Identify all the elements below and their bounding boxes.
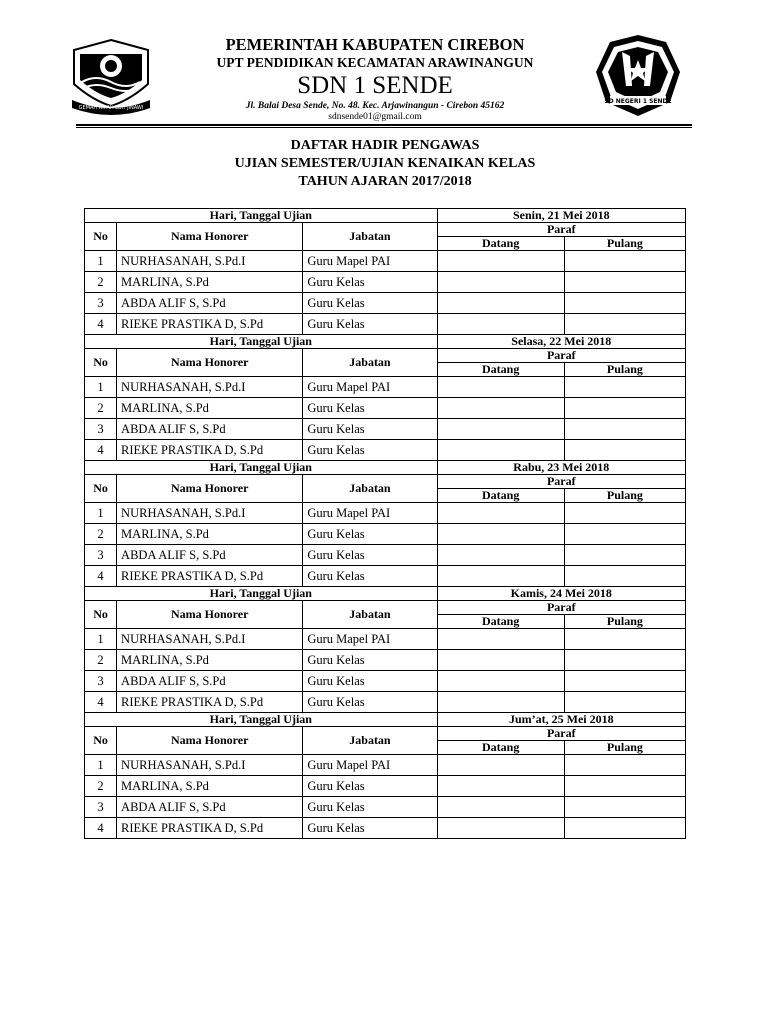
column-header-row [85, 223, 686, 237]
signature-departure-cell [564, 545, 685, 566]
job-title: Guru Kelas [303, 776, 437, 797]
day-header-row [85, 209, 686, 223]
signature-departure-cell [564, 776, 685, 797]
document-title [84, 137, 686, 191]
signature-arrival-cell [437, 398, 564, 419]
signature-departure-cell [564, 503, 685, 524]
signature-departure-cell [564, 272, 685, 293]
signature-arrival-cell [437, 692, 564, 713]
row-number: 3 [85, 545, 117, 566]
col-datang-header: Datang [437, 363, 564, 377]
row-number: 4 [85, 440, 117, 461]
honorer-name: ABDA ALIF S, S.Pd [117, 671, 303, 692]
day-header-row [85, 335, 686, 349]
row-number: 3 [85, 419, 117, 440]
honorer-name: NURHASANAH, S.Pd.I [117, 629, 303, 650]
letterhead-divider [76, 124, 692, 126]
signature-arrival-cell [437, 251, 564, 272]
letterhead-divider-thin [76, 127, 692, 128]
signature-arrival-cell [437, 419, 564, 440]
honorer-name: NURHASANAH, S.Pd.I [117, 251, 303, 272]
col-datang-header: Datang [437, 615, 564, 629]
col-job-header: Jabatan [303, 349, 437, 377]
row-number: 3 [85, 671, 117, 692]
education-unit: UPT PENDIDIKAN KECAMATAN ARAWINANGUN [216, 55, 534, 70]
col-job-header: Jabatan [303, 727, 437, 755]
table-row [85, 755, 686, 776]
table-row [85, 629, 686, 650]
table-row [85, 524, 686, 545]
signature-departure-cell [564, 692, 685, 713]
column-header-row [85, 349, 686, 363]
col-name-header: Nama Honorer [117, 223, 303, 251]
signature-departure-cell [564, 797, 685, 818]
col-datang-header: Datang [437, 237, 564, 251]
signature-arrival-cell [437, 314, 564, 335]
honorer-name: ABDA ALIF S, S.Pd [117, 293, 303, 314]
title-line-2: UJIAN SEMESTER/UJIAN KENAIKAN KELAS [234, 156, 536, 171]
job-title: Guru Kelas [303, 650, 437, 671]
col-job-header: Jabatan [303, 223, 437, 251]
day-label: Hari, Tanggal Ujian [85, 587, 438, 601]
col-name-header: Nama Honorer [117, 601, 303, 629]
signature-arrival-cell [437, 818, 564, 839]
honorer-name: NURHASANAH, S.Pd.I [117, 377, 303, 398]
row-number: 4 [85, 818, 117, 839]
row-number: 1 [85, 251, 117, 272]
honorer-name: MARLINA, S.Pd [117, 524, 303, 545]
signature-departure-cell [564, 650, 685, 671]
row-number: 1 [85, 377, 117, 398]
row-number: 4 [85, 692, 117, 713]
honorer-name: MARLINA, S.Pd [117, 650, 303, 671]
table-row [85, 566, 686, 587]
honorer-name: NURHASANAH, S.Pd.I [117, 755, 303, 776]
col-datang-header: Datang [437, 489, 564, 503]
title-line-1: DAFTAR HADIR PENGAWAS [290, 138, 480, 153]
honorer-name: RIEKE PRASTIKA D, S.Pd [117, 818, 303, 839]
row-number: 2 [85, 398, 117, 419]
signature-arrival-cell [437, 293, 564, 314]
attendance-table [84, 208, 686, 839]
row-number: 1 [85, 629, 117, 650]
job-title: Guru Mapel PAI [303, 629, 437, 650]
signature-arrival-cell [437, 650, 564, 671]
column-header-row [85, 727, 686, 741]
signature-arrival-cell [437, 545, 564, 566]
svg-text:GEMAH RIPAH LOH JINAWI: GEMAH RIPAH LOH JINAWI [78, 105, 144, 111]
table-row [85, 503, 686, 524]
col-name-header: Nama Honorer [117, 727, 303, 755]
job-title: Guru Kelas [303, 566, 437, 587]
col-pulang-header: Pulang [564, 741, 685, 755]
table-row [85, 818, 686, 839]
signature-departure-cell [564, 818, 685, 839]
signature-arrival-cell [437, 797, 564, 818]
table-row [85, 692, 686, 713]
col-pulang-header: Pulang [564, 237, 685, 251]
signature-arrival-cell [437, 272, 564, 293]
col-paraf-header: Paraf [437, 727, 685, 741]
job-title: Guru Mapel PAI [303, 755, 437, 776]
table-row [85, 251, 686, 272]
col-paraf-header: Paraf [437, 601, 685, 615]
table-row [85, 671, 686, 692]
signature-arrival-cell [437, 671, 564, 692]
row-number: 3 [85, 797, 117, 818]
col-paraf-header: Paraf [437, 349, 685, 363]
row-number: 1 [85, 755, 117, 776]
job-title: Guru Kelas [303, 797, 437, 818]
job-title: Guru Kelas [303, 671, 437, 692]
day-header-row [85, 461, 686, 475]
table-row [85, 797, 686, 818]
table-row [85, 440, 686, 461]
table-row [85, 545, 686, 566]
row-number: 2 [85, 650, 117, 671]
col-name-header: Nama Honorer [117, 475, 303, 503]
honorer-name: RIEKE PRASTIKA D, S.Pd [117, 566, 303, 587]
col-no-header: No [85, 727, 117, 755]
job-title: Guru Kelas [303, 545, 437, 566]
honorer-name: MARLINA, S.Pd [117, 272, 303, 293]
job-title: Guru Kelas [303, 440, 437, 461]
table-row [85, 272, 686, 293]
col-paraf-header: Paraf [437, 223, 685, 237]
signature-arrival-cell [437, 629, 564, 650]
col-no-header: No [85, 475, 117, 503]
table-row [85, 650, 686, 671]
government-name: PEMERINTAH KABUPATEN CIREBON [225, 35, 525, 54]
col-paraf-header: Paraf [437, 475, 685, 489]
job-title: Guru Kelas [303, 818, 437, 839]
col-pulang-header: Pulang [564, 363, 685, 377]
job-title: Guru Kelas [303, 419, 437, 440]
day-label: Hari, Tanggal Ujian [85, 713, 438, 727]
job-title: Guru Kelas [303, 398, 437, 419]
honorer-name: RIEKE PRASTIKA D, S.Pd [117, 440, 303, 461]
job-title: Guru Kelas [303, 272, 437, 293]
signature-arrival-cell [437, 776, 564, 797]
table-row [85, 293, 686, 314]
col-no-header: No [85, 223, 117, 251]
table-row [85, 314, 686, 335]
honorer-name: RIEKE PRASTIKA D, S.Pd [117, 692, 303, 713]
signature-departure-cell [564, 566, 685, 587]
row-number: 1 [85, 503, 117, 524]
cirebon-regency-logo-icon [66, 36, 156, 116]
day-date: Kamis, 24 Mei 2018 [437, 587, 685, 601]
column-header-row [85, 475, 686, 489]
school-address: Jl. Balai Desa Sende, No. 48. Kec. Arjawinangun - Cirebon 45162 [245, 101, 505, 111]
col-no-header: No [85, 601, 117, 629]
title-line-3: TAHUN AJARAN 2017/2018 [298, 174, 472, 189]
honorer-name: ABDA ALIF S, S.Pd [117, 419, 303, 440]
col-pulang-header: Pulang [564, 489, 685, 503]
table-row [85, 776, 686, 797]
col-name-header: Nama Honorer [117, 349, 303, 377]
school-logo-icon [592, 32, 684, 120]
row-number: 2 [85, 776, 117, 797]
col-job-header: Jabatan [303, 475, 437, 503]
row-number: 4 [85, 314, 117, 335]
day-date: Selasa, 22 Mei 2018 [437, 335, 685, 349]
signature-departure-cell [564, 524, 685, 545]
table-row [85, 377, 686, 398]
signature-departure-cell [564, 671, 685, 692]
signature-arrival-cell [437, 524, 564, 545]
signature-arrival-cell [437, 377, 564, 398]
honorer-name: ABDA ALIF S, S.Pd [117, 545, 303, 566]
signature-arrival-cell [437, 440, 564, 461]
table-row [85, 419, 686, 440]
school-name: SDN 1 SENDE [297, 72, 453, 99]
honorer-name: RIEKE PRASTIKA D, S.Pd [117, 314, 303, 335]
signature-departure-cell [564, 314, 685, 335]
day-date: Rabu, 23 Mei 2018 [437, 461, 685, 475]
job-title: Guru Kelas [303, 692, 437, 713]
signature-departure-cell [564, 440, 685, 461]
col-datang-header: Datang [437, 741, 564, 755]
honorer-name: NURHASANAH, S.Pd.I [117, 503, 303, 524]
col-job-header: Jabatan [303, 601, 437, 629]
signature-arrival-cell [437, 566, 564, 587]
school-email: sdnsende01@gmail.com [328, 112, 422, 122]
signature-departure-cell [564, 293, 685, 314]
signature-departure-cell [564, 419, 685, 440]
honorer-name: ABDA ALIF S, S.Pd [117, 797, 303, 818]
honorer-name: MARLINA, S.Pd [117, 776, 303, 797]
signature-departure-cell [564, 755, 685, 776]
job-title: Guru Mapel PAI [303, 251, 437, 272]
row-number: 3 [85, 293, 117, 314]
job-title: Guru Mapel PAI [303, 377, 437, 398]
signature-departure-cell [564, 377, 685, 398]
table-row [85, 398, 686, 419]
row-number: 2 [85, 524, 117, 545]
col-no-header: No [85, 349, 117, 377]
signature-departure-cell [564, 398, 685, 419]
day-date: Jum’at, 25 Mei 2018 [437, 713, 685, 727]
signature-departure-cell [564, 629, 685, 650]
job-title: Guru Mapel PAI [303, 503, 437, 524]
day-label: Hari, Tanggal Ujian [85, 209, 438, 223]
day-header-row [85, 713, 686, 727]
row-number: 4 [85, 566, 117, 587]
job-title: Guru Kelas [303, 524, 437, 545]
day-label: Hari, Tanggal Ujian [85, 461, 438, 475]
honorer-name: MARLINA, S.Pd [117, 398, 303, 419]
svg-text:SD NEGERI 1 SENDE: SD NEGERI 1 SENDE [604, 98, 672, 105]
signature-departure-cell [564, 251, 685, 272]
day-date: Senin, 21 Mei 2018 [437, 209, 685, 223]
signature-arrival-cell [437, 755, 564, 776]
day-header-row [85, 587, 686, 601]
col-pulang-header: Pulang [564, 615, 685, 629]
day-label: Hari, Tanggal Ujian [85, 335, 438, 349]
column-header-row [85, 601, 686, 615]
row-number: 2 [85, 272, 117, 293]
job-title: Guru Kelas [303, 314, 437, 335]
letterhead [66, 30, 686, 124]
job-title: Guru Kelas [303, 293, 437, 314]
signature-arrival-cell [437, 503, 564, 524]
